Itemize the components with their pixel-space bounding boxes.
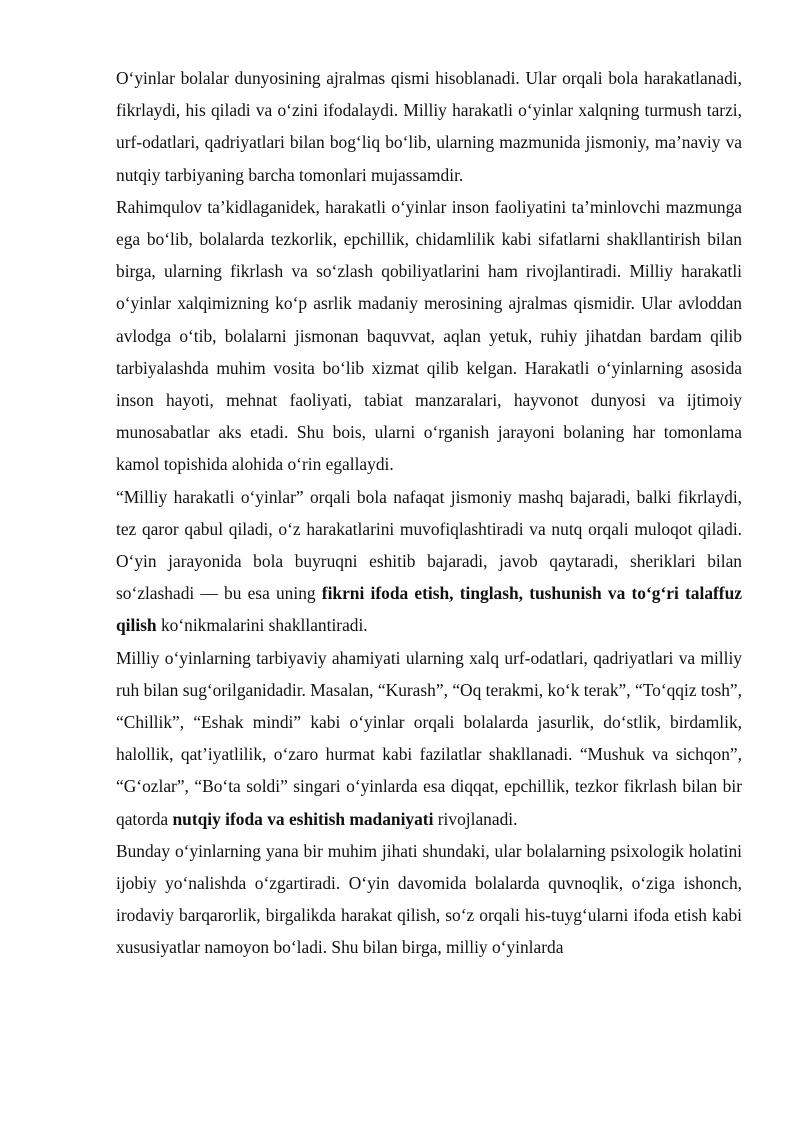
paragraph-text: ko‘nikmalarini shakllantiradi.: [156, 615, 368, 636]
paragraph-text: “Milliy harakatli o‘yinlar” orqali bola nafaqat jismoniy mashq bajaradi, balki fikrlaydi, tez qaror qabul qiladi, o‘z harakatlarini muvofiqlashtiradi va nutq orqali muloqot qiladi. O‘yin jarayonida bola buyruqni eshitib bajaradi, javob qaytaradi, sheriklari bilan so‘zlashadi — bu esa uning: [116, 486, 742, 604]
paragraph-5: [116, 835, 742, 964]
document-page: [116, 62, 742, 964]
paragraph-2: [116, 191, 742, 481]
paragraph-text: rivojlanadi.: [433, 808, 518, 829]
paragraph-3: [116, 481, 742, 642]
paragraph-text: O‘yinlar bolalar dunyosining ajralmas qismi hisoblanadi. Ular orqali bola harakatlanadi, fikrlaydi, his qiladi va o‘zini ifodalaydi. Milliy harakatli o‘yinlar xalqning turmush tarzi, urf-odatlari, qadriyatlari bilan bog‘liq bo‘lib, ularning mazmunida jismoniy, ma’naviy va nutqiy tarbiyaning barcha tomonlari mujassamdir.: [116, 68, 742, 185]
paragraph-text: Bunday o‘yinlarning yana bir muhim jihati shundaki, ular bolalarning psixologik holatini ijobiy yo‘nalishda o‘zgartiradi. O‘yin davomida bolalarda quvnoqlik, o‘ziga ishonch, irodaviy barqarorlik, birgalikda harakat qilish, so‘z orqali his-tuyg‘ularni ifoda etish kabi xususiyatlar namoyon bo‘ladi. Shu bilan birga, milliy o‘yinlarda: [116, 840, 742, 958]
paragraph-text: Milliy o‘yinlarning tarbiyaviy ahamiyati ularning xalq urf-odatlari, qadriyatlari va milliy ruh bilan sug‘orilganidadir. Masalan, “Kurash”, “Oq terakmi, ko‘k terak”, “To‘qqiz tosh”, “Chillik”, “Eshak mindi” kabi o‘yinlar orqali bolalarda jasurlik, do‘stlik, birdamlik, halollik, qat’iyatlilik, o‘zaro hurmat kabi fazilatlar shakllanadi. “Mushuk va sichqon”, “G‘ozlar”, “Bo‘ta soldi” singari o‘yinlarda esa diqqat, epchillik, tezkor fikrlash bilan bir qatorda: [116, 647, 742, 829]
paragraph-1: [116, 62, 742, 191]
bold-emphasis: fikrni ifoda etish, tinglash, tushunish va to‘g‘ri talaffuz qilish: [116, 583, 742, 636]
bold-emphasis: nutqiy ifoda va eshitish madaniyati: [172, 808, 434, 829]
paragraph-4: [116, 642, 742, 835]
paragraph-text: Rahimqulov ta’kidlaganidek, harakatli o‘yinlar inson faoliyatini ta’minlovchi mazmunga ega bo‘lib, bolalarda tezkorlik, epchillik, chidamlilik kabi sifatlarni shakllantirish bilan birga, ularning fikrlash va so‘zlash qobiliyatlarini ham rivojlantiradi. Milliy harakatli o‘yinlar xalqimizning ko‘p asrlik madaniy merosining ajralmas qismidir. Ular avloddan avlodga o‘tib, bolalarni jismonan baquvvat, aqlan yetuk, ruhiy jihatdan bardam qilib tarbiyalashda muhim vosita bo‘lib xizmat qilib kelgan. Harakatli o‘yinlarning asosida inson hayoti, mehnat faoliyati, tabiat manzaralari, hayvonot dunyosi va ijtimoiy munosabatlar aks etadi. Shu bois, ularni o‘rganish jarayoni bolaning har tomonlama kamol topishida alohida o‘rin egallaydi.: [116, 196, 742, 475]
